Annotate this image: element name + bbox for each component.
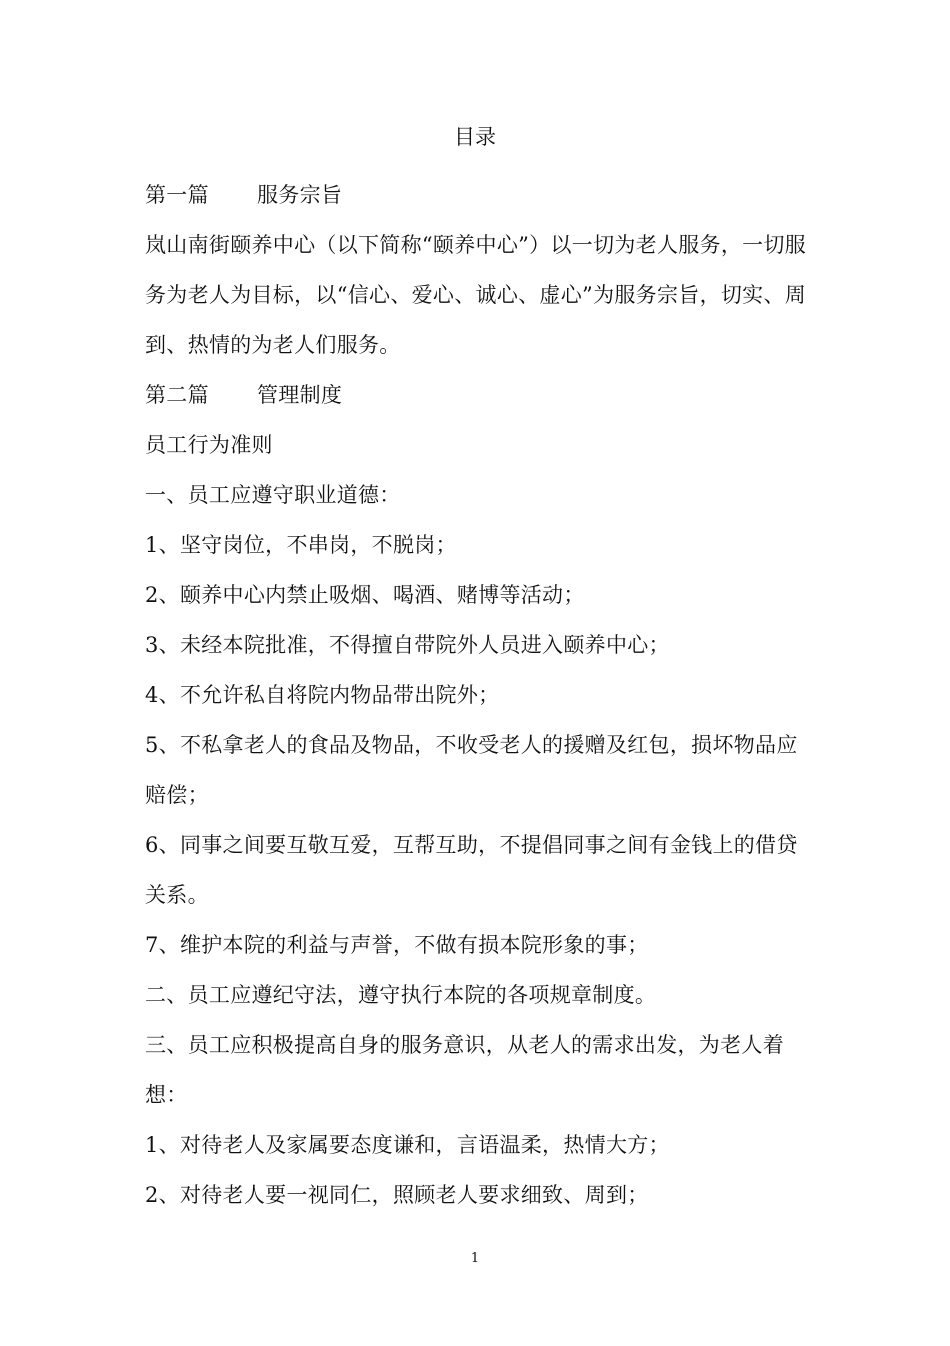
part-heading-1	[145, 170, 810, 220]
paragraph: 1、坚守岗位，不串岗，不脱岗；	[145, 533, 457, 557]
paragraph: 4、不允许私自将院内物品带出院外；	[145, 683, 500, 707]
part-name-1: 服务宗旨	[257, 183, 343, 207]
paragraph: 2、对待老人要一视同仁，照顾老人要求细致、周到；	[145, 1183, 649, 1207]
mission-paragraph: 岚山南街颐养中心（以下简称“颐养中心”）以一切为老人服务，一切服务为老人为目标，以“信心、爱心、诚心、虚心”为服务宗旨，切实、周到、热情的为老人们服务。	[145, 233, 807, 357]
paragraph: 1、对待老人及家属要态度谦和，言语温柔，热情大方；	[145, 1133, 670, 1157]
page-title: 目录	[454, 125, 496, 149]
part-name-2: 管理制度	[257, 383, 343, 407]
section-title: 员工行为准则	[145, 433, 273, 457]
document-body	[145, 170, 810, 1220]
part-heading-2	[145, 370, 810, 420]
paragraph: 3、未经本院批准，不得擅自带院外人员进入颐养中心；	[145, 633, 670, 657]
paragraph: 三、员工应积极提高自身的服务意识，从老人的需求出发，为老人着想：	[145, 1033, 784, 1107]
paragraph: 5、不私拿老人的食品及物品，不收受老人的援赠及红包，损坏物品应赔偿；	[145, 733, 798, 807]
paragraph: 一、员工应遵守职业道德：	[145, 483, 401, 507]
paragraph: 6、同事之间要互敬互爱，互帮互助，不提倡同事之间有金钱上的借贷关系。	[145, 833, 798, 907]
paragraph: 二、员工应遵纪守法，遵守执行本院的各项规章制度。	[145, 983, 657, 1007]
paragraph: 2、颐养中心内禁止吸烟、喝酒、赌博等活动；	[145, 583, 585, 607]
paragraph: 7、维护本院的利益与声誉，不做有损本院形象的事；	[145, 933, 649, 957]
part-label-1: 第一篇	[145, 183, 209, 207]
part-label-2: 第二篇	[145, 383, 209, 407]
page-number: 1	[470, 1251, 480, 1266]
